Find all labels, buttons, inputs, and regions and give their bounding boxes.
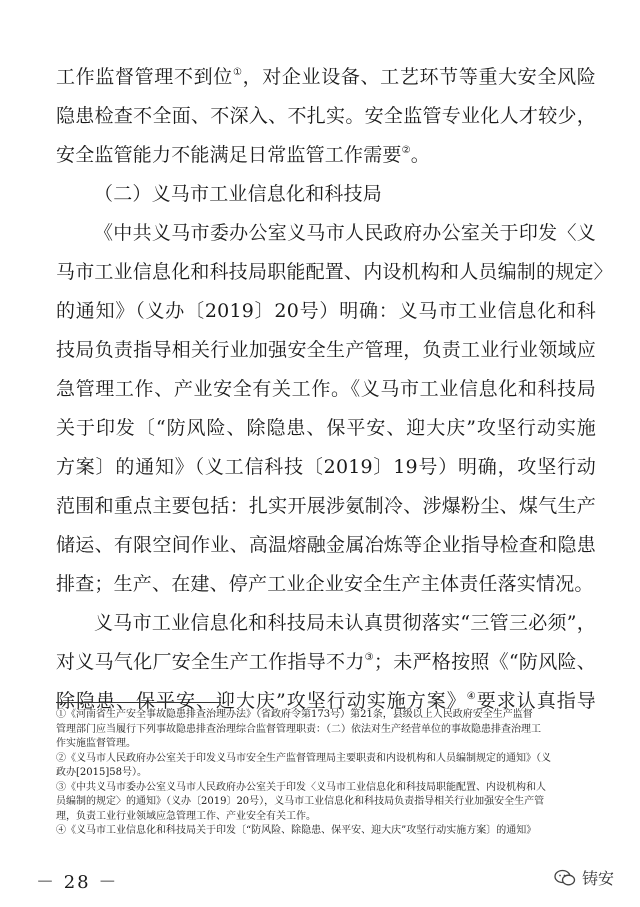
text-run: 义马市工业信息化和科技局未认真贯彻落实“三管三必须”， (94, 612, 596, 634)
body-text (56, 58, 613, 721)
text-run: 《中共义马市委办公室义马市人民政府办公室关于印发〈义 (94, 222, 596, 244)
text-run: ；未严格按照《“防风险、 (373, 651, 597, 673)
footnote-divider (56, 702, 221, 703)
footnote-line: 理，负责工业行业领域应急管理工作、产业安全有关工作。 (56, 810, 316, 822)
body-line (56, 331, 596, 370)
body-line (56, 136, 596, 175)
text-run: 工作监督管理不到位 (56, 66, 233, 88)
text-run: 对义马气化厂安全生产工作指导不力 (56, 651, 365, 673)
body-line (56, 58, 596, 97)
body-line (56, 448, 596, 487)
footnote-line: ①《河南省生产安全事故隐患排查治理办法》（省政府令第173号）第21条，县级以上人民政府安全生产监督 (56, 709, 533, 720)
body-line (56, 526, 596, 565)
footnote-marker: ③ (364, 652, 374, 663)
body-line (56, 604, 596, 643)
text-run: 技局负责指导相关行业加强安全生产管理，负责工业行业领域应 (56, 339, 596, 361)
text-run: ，对企业设备、工艺环节等重大安全风险 (242, 66, 596, 88)
footnote-marker: ① (232, 67, 243, 78)
body-line (56, 253, 613, 292)
text-run: 隐患检查不全面、不深入、不扎实。安全监管专业化人才较少， (56, 105, 596, 127)
body-line (56, 97, 596, 136)
text-run: 急管理工作、产业安全有关工作。《义马市工业信息化和科技局 (56, 378, 596, 400)
text-run: 范围和重点主要包括：扎实开展涉氨制冷、涉爆粉尘、煤气生产 (56, 495, 596, 517)
text-run: 方案〕的通知》（义工信科技〔2019〕19号）明确，攻坚行动 (56, 456, 596, 478)
footnotes (56, 708, 596, 839)
text-run: 安全监管能力不能满足日常监管工作需要 (56, 144, 402, 166)
footnote-marker: ② (401, 145, 411, 156)
text-run: 储运、有限空间作业、高温熔融金属冶炼等企业指导检查和隐患 (56, 534, 596, 556)
footnote-line: 员编制的规定〉的通知》（义办〔2019〕20号），义马市工业信息化和科技局负责指导相关行业加强安全生产管 (56, 796, 545, 807)
body-line (56, 487, 596, 526)
wechat-icon (554, 869, 576, 887)
text-run: 排查；生产、在建、停产工业企业安全生产主体责任落实情况。 (56, 573, 594, 595)
body-line (56, 409, 596, 448)
text-run: 要求认真指导 (476, 690, 596, 712)
text-run: 马市工业信息化和科技局职能配置、内设机构和人员编制的规定〉 (56, 261, 613, 283)
body-line (56, 214, 596, 253)
text-run: 除隐患、保平安、迎大庆”攻坚行动实施方案》 (56, 690, 467, 712)
footnote-line: ④《义马市工业信息化和科技局关于印发〔“防风险、除隐患、保平安、迎大庆”攻坚行动实施方案〕的通知》 (56, 825, 537, 836)
footnote-line: ③《中共义马市委办公室义马市人民政府办公室关于印发〈义马市工业信息化和科技局职能配置、内设机构和人 (56, 781, 546, 793)
watermark-brand (554, 866, 614, 889)
footnote-marker: ④ (466, 691, 477, 702)
body-line (56, 565, 596, 604)
text-run: （二）义马市工业信息化和科技局 (94, 183, 383, 205)
body-line (56, 175, 596, 214)
footnote-line: 管理部门应当履行下列事故隐患排查治理综合监督管理职责：（二）依法对生产经营单位的事故隐患排查治理工 (56, 723, 541, 735)
body-line (56, 370, 596, 409)
footnote-line: 作实施监督管理。 (56, 738, 136, 749)
body-line (56, 643, 596, 682)
text-run: 的通知》（义办〔2019〕20号）明确：义马市工业信息化和科 (56, 300, 596, 322)
body-line (56, 292, 596, 331)
text-run: 。 (410, 144, 430, 166)
page-number: － 28 － (36, 872, 119, 893)
text-run: 关于印发〔“防风险、除隐患、保平安、迎大庆”攻坚行动实施 (56, 417, 596, 439)
footnote-line: 政办[2015]58号）。 (56, 767, 147, 778)
footnote-line: ②《义马市人民政府办公室关于印发义马市安全生产监督管理局主要职责和内设机构和人员编制规定的通知》（义 (56, 752, 551, 764)
brand-label: 铸安 (581, 869, 614, 888)
